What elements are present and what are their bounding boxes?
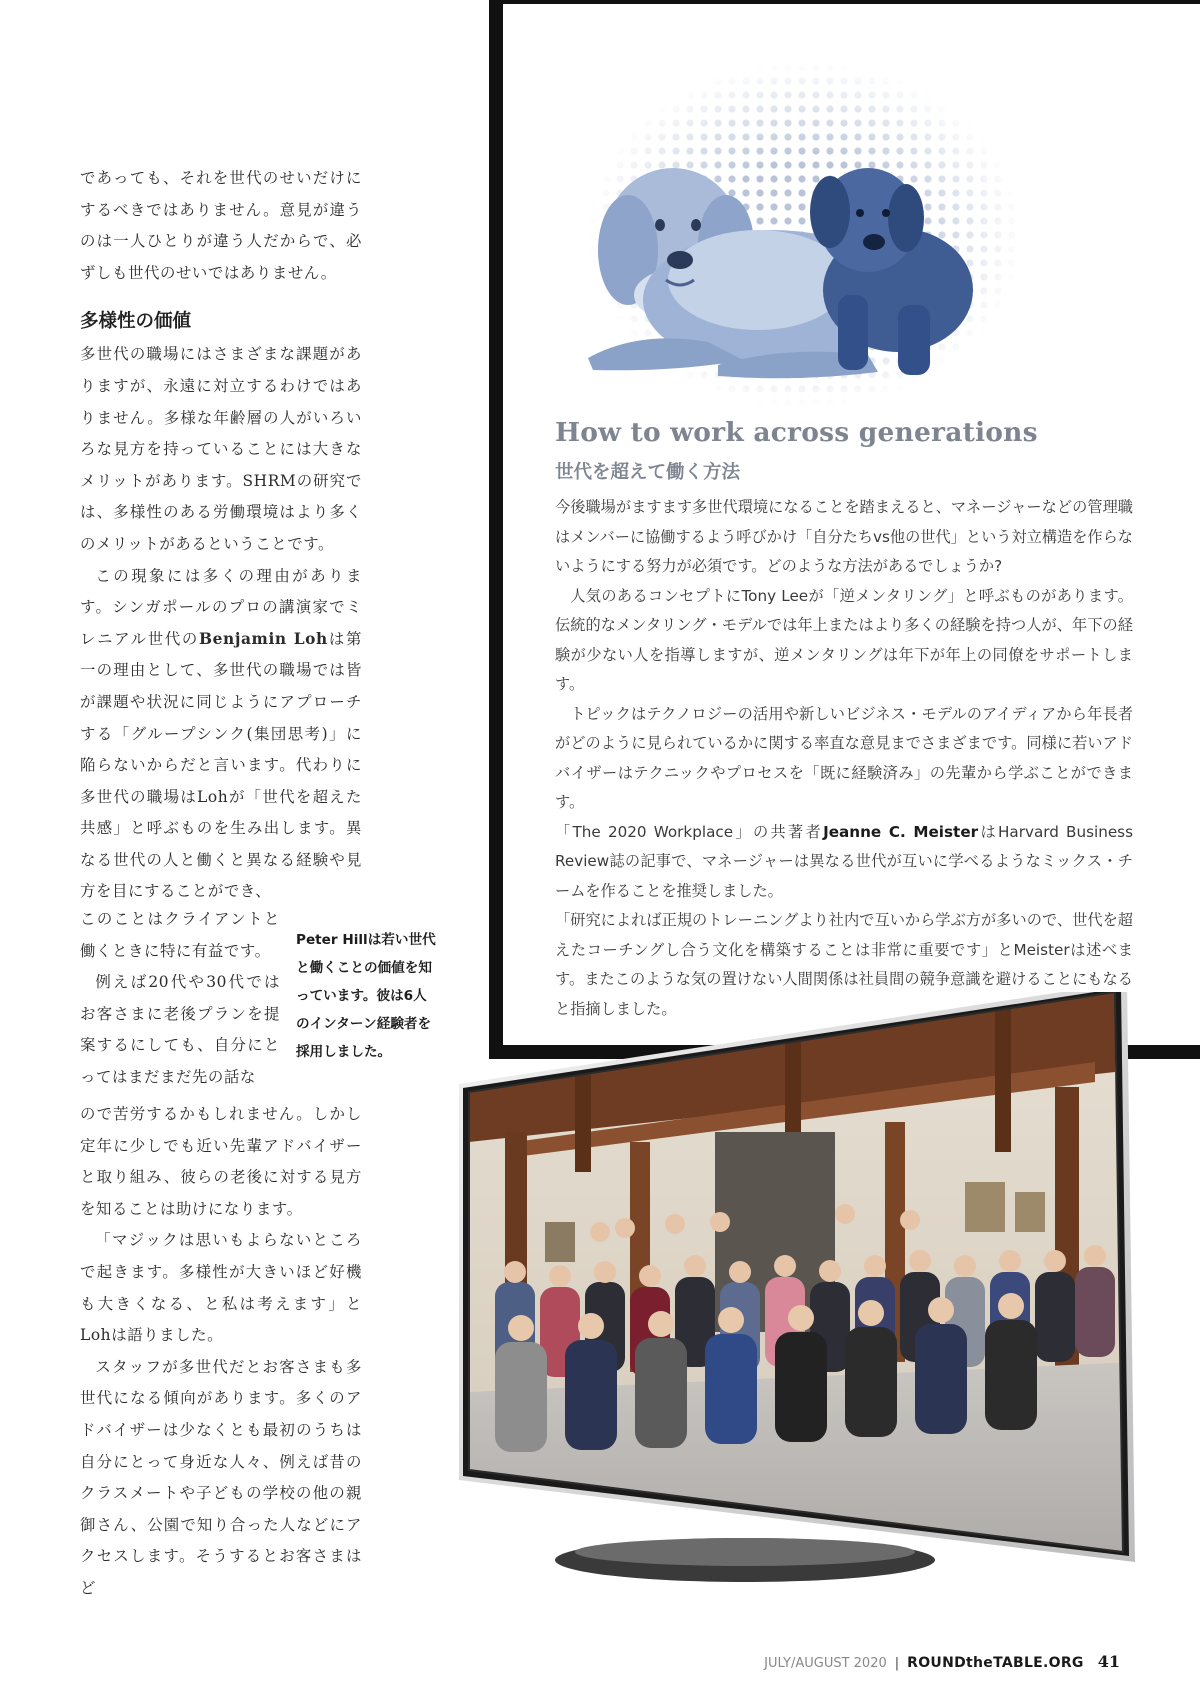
footer-separator: | (894, 1656, 900, 1671)
body-paragraph: このことはクライアントと働くときに特に有益です。 (80, 910, 280, 960)
body-paragraph: であっても、それを世代のせいだけにするべきではありません。意見が違うのは一人ひとりが違う人だからで、必ずしも世代のせいではありません。 (80, 169, 362, 282)
publication-name: ROUNDtheTABLE.ORG (907, 1655, 1084, 1671)
left-column (80, 163, 362, 908)
wrapped-text-block (80, 904, 280, 1094)
issue-date: JULY/AUGUST 2020 (764, 1656, 887, 1671)
sidebar-paragraph: 人気のあるコンセプトにTony Leeが「逆メンタリング」と呼ぶものがあります。伝統的なメンタリング・モデルでは年上またはより多くの経験を持つ人が、年下の経験が少ない人を指導しますが、逆メンタリングは年下が年上の同僚をサポートします。 (555, 586, 1133, 693)
group-photo (455, 992, 1138, 1582)
sidebar-subtitle: 世代を超えて働く方法 (555, 462, 741, 483)
person-name: Jeanne C. Meister (823, 822, 979, 841)
section-heading: 多様性の価値 (80, 311, 192, 333)
page-number: 41 (1097, 1652, 1120, 1671)
body-paragraph: スタッフが多世代だとお客さまも多世代になる傾向があります。多くのアドバイザーは少なくとも最初のうちは自分にとって身近な人々、例えば昔のクラスメートや子どもの学校の他の親御さん、公園で知り合った人などにアクセスします。そうするとお客さまはど (80, 1357, 362, 1597)
body-paragraph: 例えば20代や30代ではお客さまに老後プランを提案するにしても、自分にとってはまだまだ先の話な (80, 973, 280, 1086)
person-name: Benjamin Loh (199, 629, 328, 648)
body-paragraph: 多世代の職場にはさまざまな課題がありますが、永遠に対立するわけではありません。多様な年齢層の人がいろいろな見方を持っていることには大きなメリットがあります。SHRMの研究では、多様性のある労働環境はより多くのメリットがあるということです。 (80, 345, 362, 553)
sidebar-body (555, 493, 1133, 1024)
photo-caption: Peter Hillは若い世代と働くことの価値を知っています。彼は6人のインターン経験者を採用しました。 (296, 932, 436, 1060)
left-column-lower (80, 1099, 362, 1605)
sidebar-title: How to work across generations (555, 417, 1038, 448)
sidebar-paragraph (555, 818, 1133, 907)
body-paragraph (80, 561, 362, 909)
tv-group-photo (455, 992, 1138, 1582)
body-paragraph: ので苦労するかもしれません。しかし定年に少しでも近い先輩アドバイザーと取り組み、彼らの老後に対する見方を知ることは助けになります。 (80, 1105, 362, 1218)
sidebar-paragraph: 「研究によれば正規のトレーニングより社内で互いから学ぶ方が多いので、世代を超えたコーチングし合う文化を構築することは非常に重要です」とMeisterは述べます。またこのような気の置けない人間関係は社員間の競争意識を避けることにもなると指摘しました。 (555, 911, 1133, 1018)
body-paragraph: 「マジックは思いもよらないところで起きます。多様性が大きいほど好機も大きくなる、と私は考えます」とLohは語りました。 (80, 1231, 362, 1345)
dogs-illustration (568, 120, 1028, 390)
body-text: はHarvard Business Review誌の記事で、マネージャーは異なる世代が互いに学べるようなミックス・チームを作ることを推奨しました。 (555, 822, 1134, 900)
page-footer (764, 1652, 1120, 1671)
body-text: この現象には多くの理由があります。シンガポールのプロの講演家でミレニアル世代の (80, 566, 362, 648)
body-text: 「The 2020 Workplace」の共著者 (555, 822, 824, 841)
sidebar-paragraph: 今後職場がますます多世代環境になることを踏まえると、マネージャーなどの管理職はメンバーに協働するよう呼びかけ「自分たちvs他の世代」という対立構造を作らないようにする努力が必須です。どのような方法があるでしょうか? (555, 498, 1133, 575)
sidebar-paragraph: トピックはテクノロジーの活用や新しいビジネス・モデルのアイディアから年長者がどのように見られているかに関する率直な意見までさまざまです。同様に若いアドバイザーはテクニックやプロセスを「既に経験済み」の先輩から学ぶことができます。 (555, 704, 1133, 811)
body-text: は第一の理由として、多世代の職場では皆が課題や状況に同じようにアプローチする「グループシンク(集団思考)」に陥らないからだと言います。代わりに多世代の職場はLohが「世代を超えた共感」と呼ぶものを生み出します。異なる世代の人と働くと異なる経験や見方を目にすることができ、 (80, 629, 363, 901)
